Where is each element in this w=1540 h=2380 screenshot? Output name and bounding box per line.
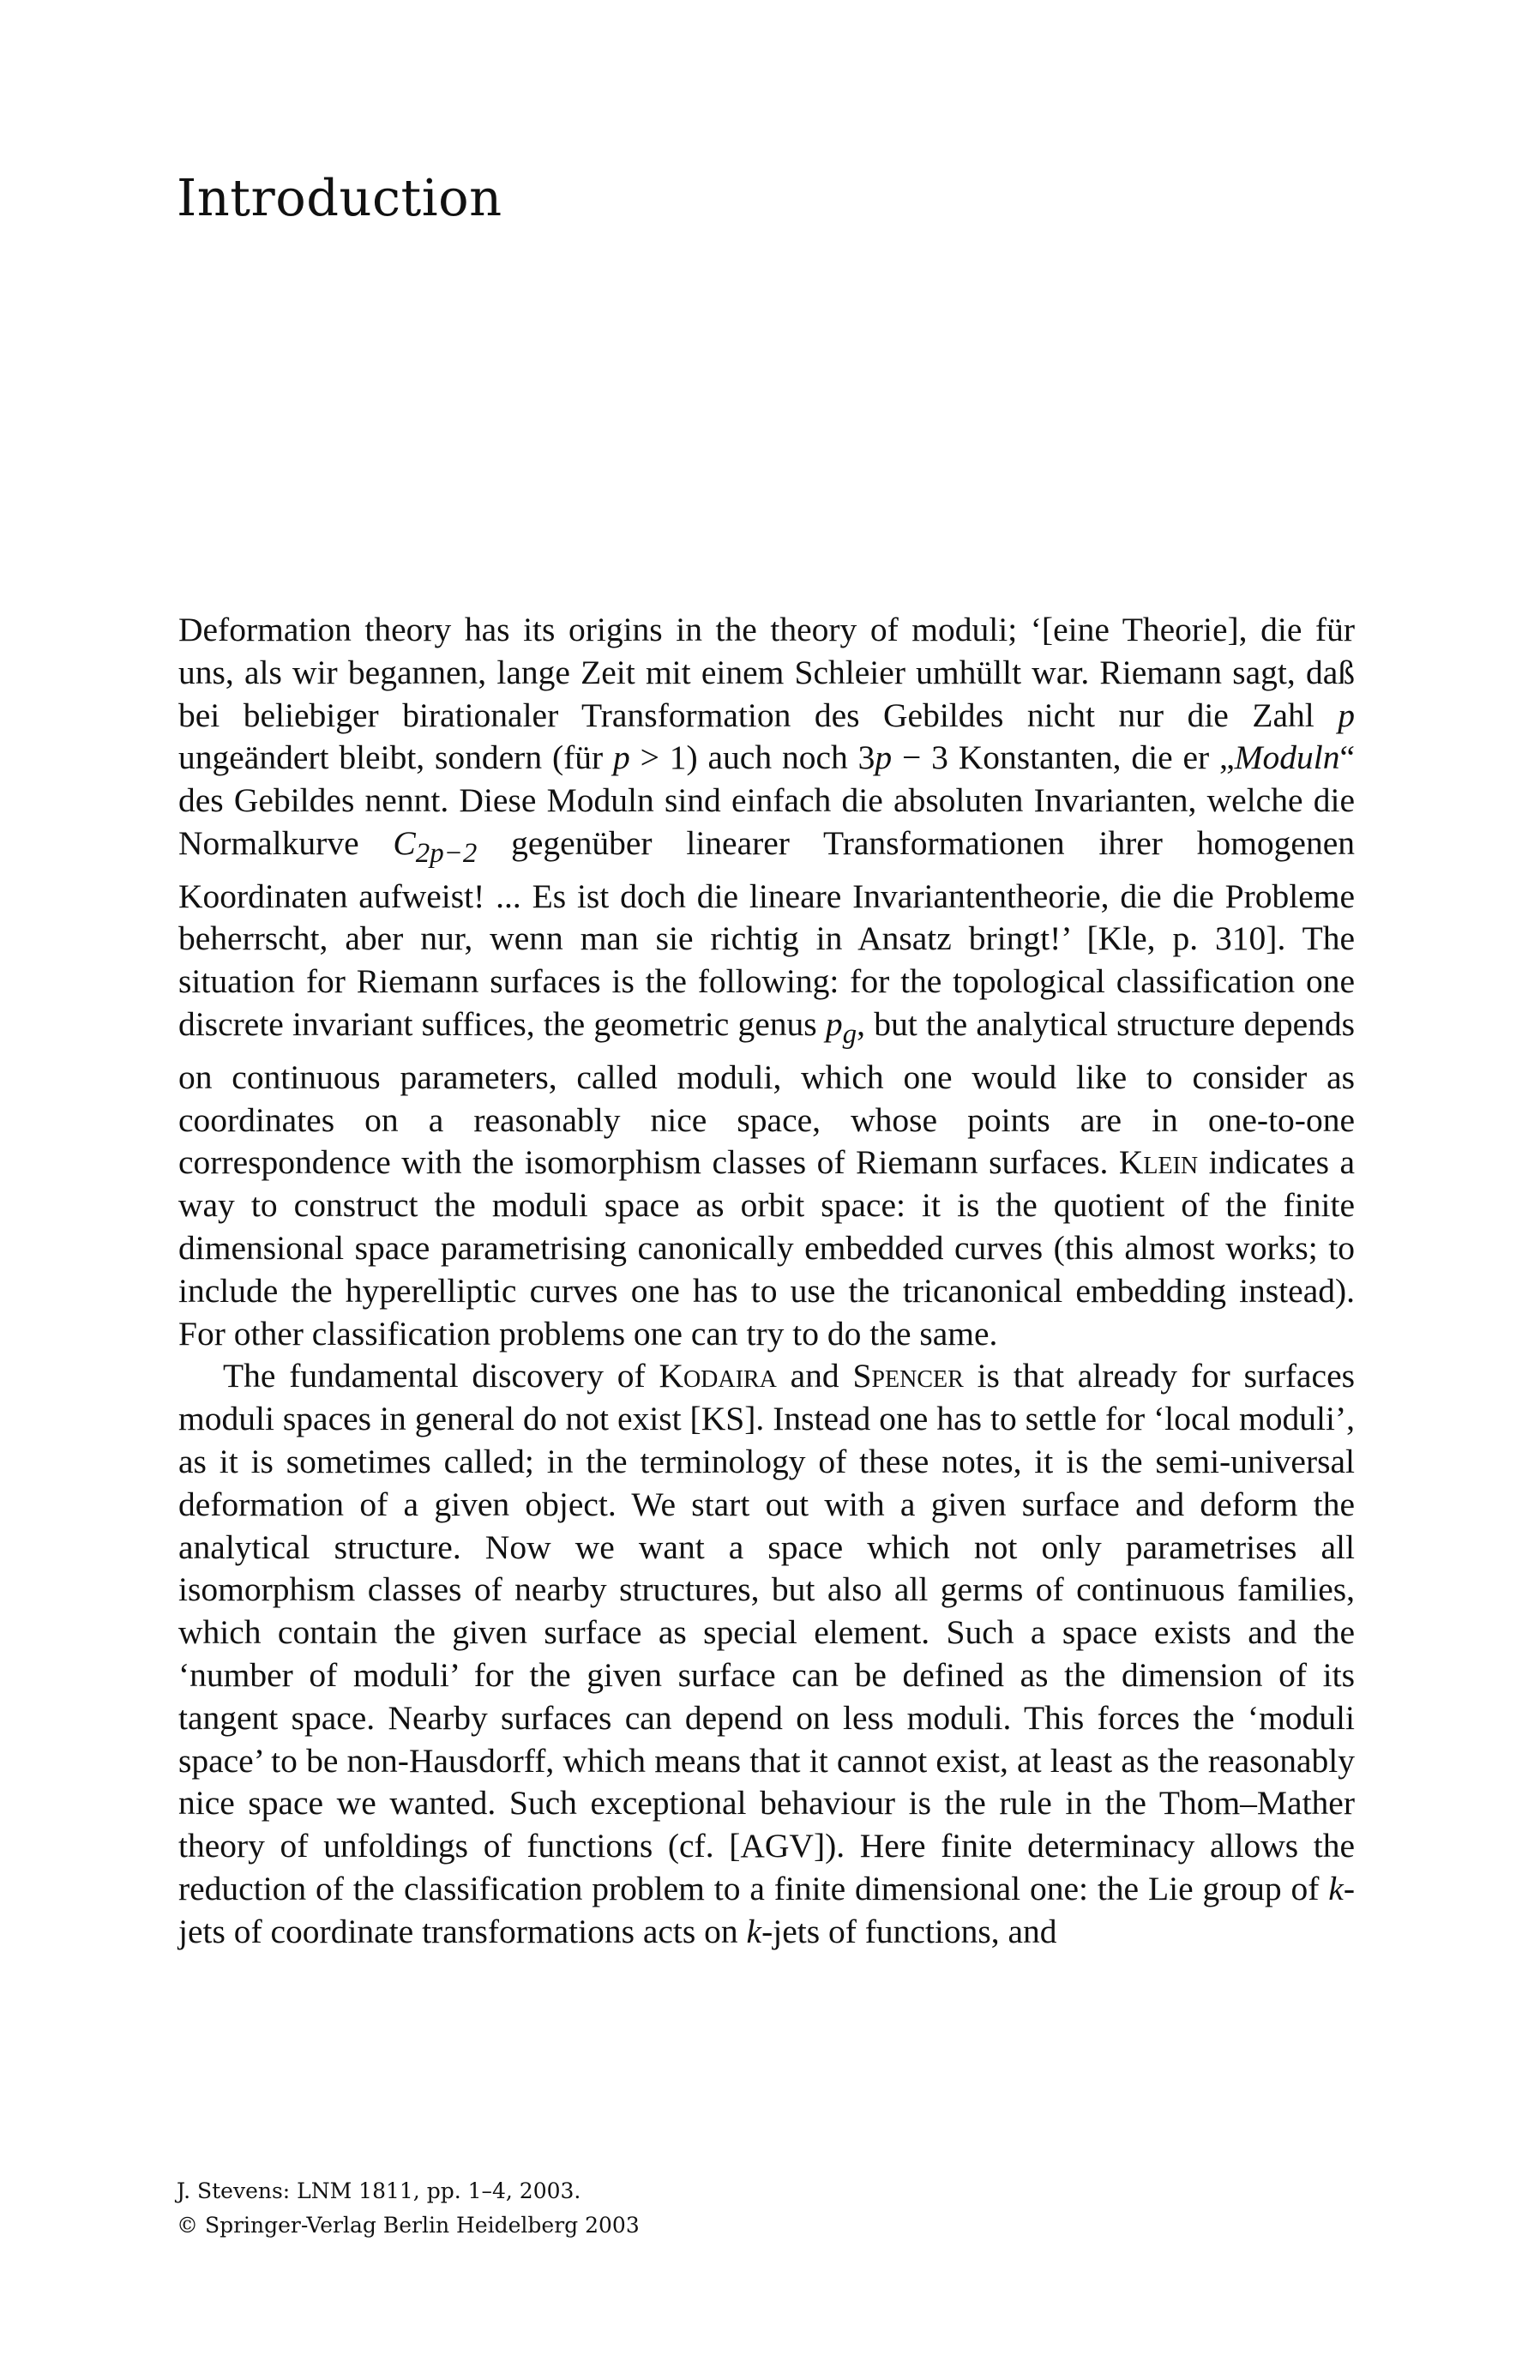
text-run: Deformation theory has its origins in the theory of moduli; ‘[eine Theorie], die für uns, als wir begannen, lange Zeit mit einem Schleier umhüllt war. Riemann sagt, daß bei beliebiger birationaler Transformation des Gebildes nicht nur die Zahl	[178, 611, 1355, 734]
text-run: The fundamental discovery of	[223, 1357, 659, 1395]
text-run: -jets of functions, and	[761, 1912, 1057, 1950]
text-run: , but the analytical structure depends on continuous parameters, called moduli, which one would like to consider as coordinates on a reasonably nice space, whose points are in one-to-one correspondence with the isomorphism classes of Riemann surfaces.	[178, 1005, 1355, 1182]
footer	[177, 2174, 1291, 2243]
math-genus: p	[825, 1005, 843, 1044]
body-text	[178, 609, 1355, 1953]
math-genus-subscript: g	[842, 1018, 857, 1050]
math-var: k	[1328, 1869, 1344, 1907]
math-curve: C	[393, 823, 416, 862]
math-var: k	[746, 1912, 762, 1950]
text-run: − 3 Konstanten, die er „	[892, 738, 1235, 777]
paragraph-1	[178, 609, 1355, 1355]
text-run: > 1) auch noch 3	[629, 738, 875, 777]
text-run: “ des Gebildes nennt. Diese Moduln sind einfach die absoluten Invarianten, welche die Normalkurve	[178, 738, 1355, 862]
footer-copyright: © Springer-Verlag Berlin Heidelberg 2003	[177, 2213, 640, 2238]
text-run: ungeändert bleibt, sondern (für	[178, 738, 614, 777]
emphasis-moduln: Moduln	[1234, 738, 1340, 777]
text-run: indicates a way to construct the moduli space as orbit space: it is the quotient of the finite dimensional space parametrising canonically embedded curves (this almost works; to include the hyperelliptic curves one has to use the tricanonical embedding instead). For other classification problems one can try to do the same.	[178, 1143, 1355, 1353]
text-run: gegenüber linearer Transformationen ihrer homogenen Koordinaten aufweist! ... Es ist doch die lineare Invariantentheorie, die die Probleme beherrscht, aber nur, wenn man sie richtig in Ansatz bringt!’ [Kle, p. 310]. The situation for Riemann surfaces is the following: for the topological classification one discrete invariant suffices, the geometric genus	[178, 823, 1355, 1044]
math-curve-subscript: 2p−2	[415, 837, 478, 869]
footer-citation: J. Stevens: LNM 1811, pp. 1–4, 2003.	[177, 2178, 581, 2203]
author-name-klein: Klein	[1118, 1143, 1199, 1182]
author-name-kodaira: Kodaira	[659, 1357, 777, 1395]
math-var: p	[875, 738, 893, 777]
text-run: -jets of coordinate transformations acts on	[178, 1869, 1355, 1950]
author-name-spencer: Spencer	[852, 1357, 964, 1395]
text-run: and	[776, 1357, 853, 1395]
paragraph-2	[178, 1355, 1355, 1953]
chapter-title: Introduction	[177, 168, 502, 227]
math-var: p	[1338, 696, 1355, 734]
text-run: is that already for surfaces moduli spaces in general do not exist [KS]. Instead one has to settle for ‘local moduli’, as it is sometimes called; in the terminology of these notes, it is the semi-universal deformation of a given object. We start out with a given surface and deform the analytical structure. Now we want a space which not only parametrises all isomorphism classes of nearby structures, but also all germs of continuous families, which contain the given surface as special element. Such a space exists and the ‘number of moduli’ for the given surface can be defined as the dimension of its tangent space. Nearby surfaces can depend on less moduli. This forces the ‘moduli space’ to be non-Hausdorff, which means that it cannot exist, at least as the reasonably nice space we wanted. Such exceptional behaviour is the rule in the Thom–Mather theory of unfoldings of functions (cf. [AGV]). Here finite determinacy allows the reduction of the classification problem to a finite dimensional one: the Lie group of	[178, 1357, 1355, 1907]
math-var: p	[613, 738, 630, 777]
